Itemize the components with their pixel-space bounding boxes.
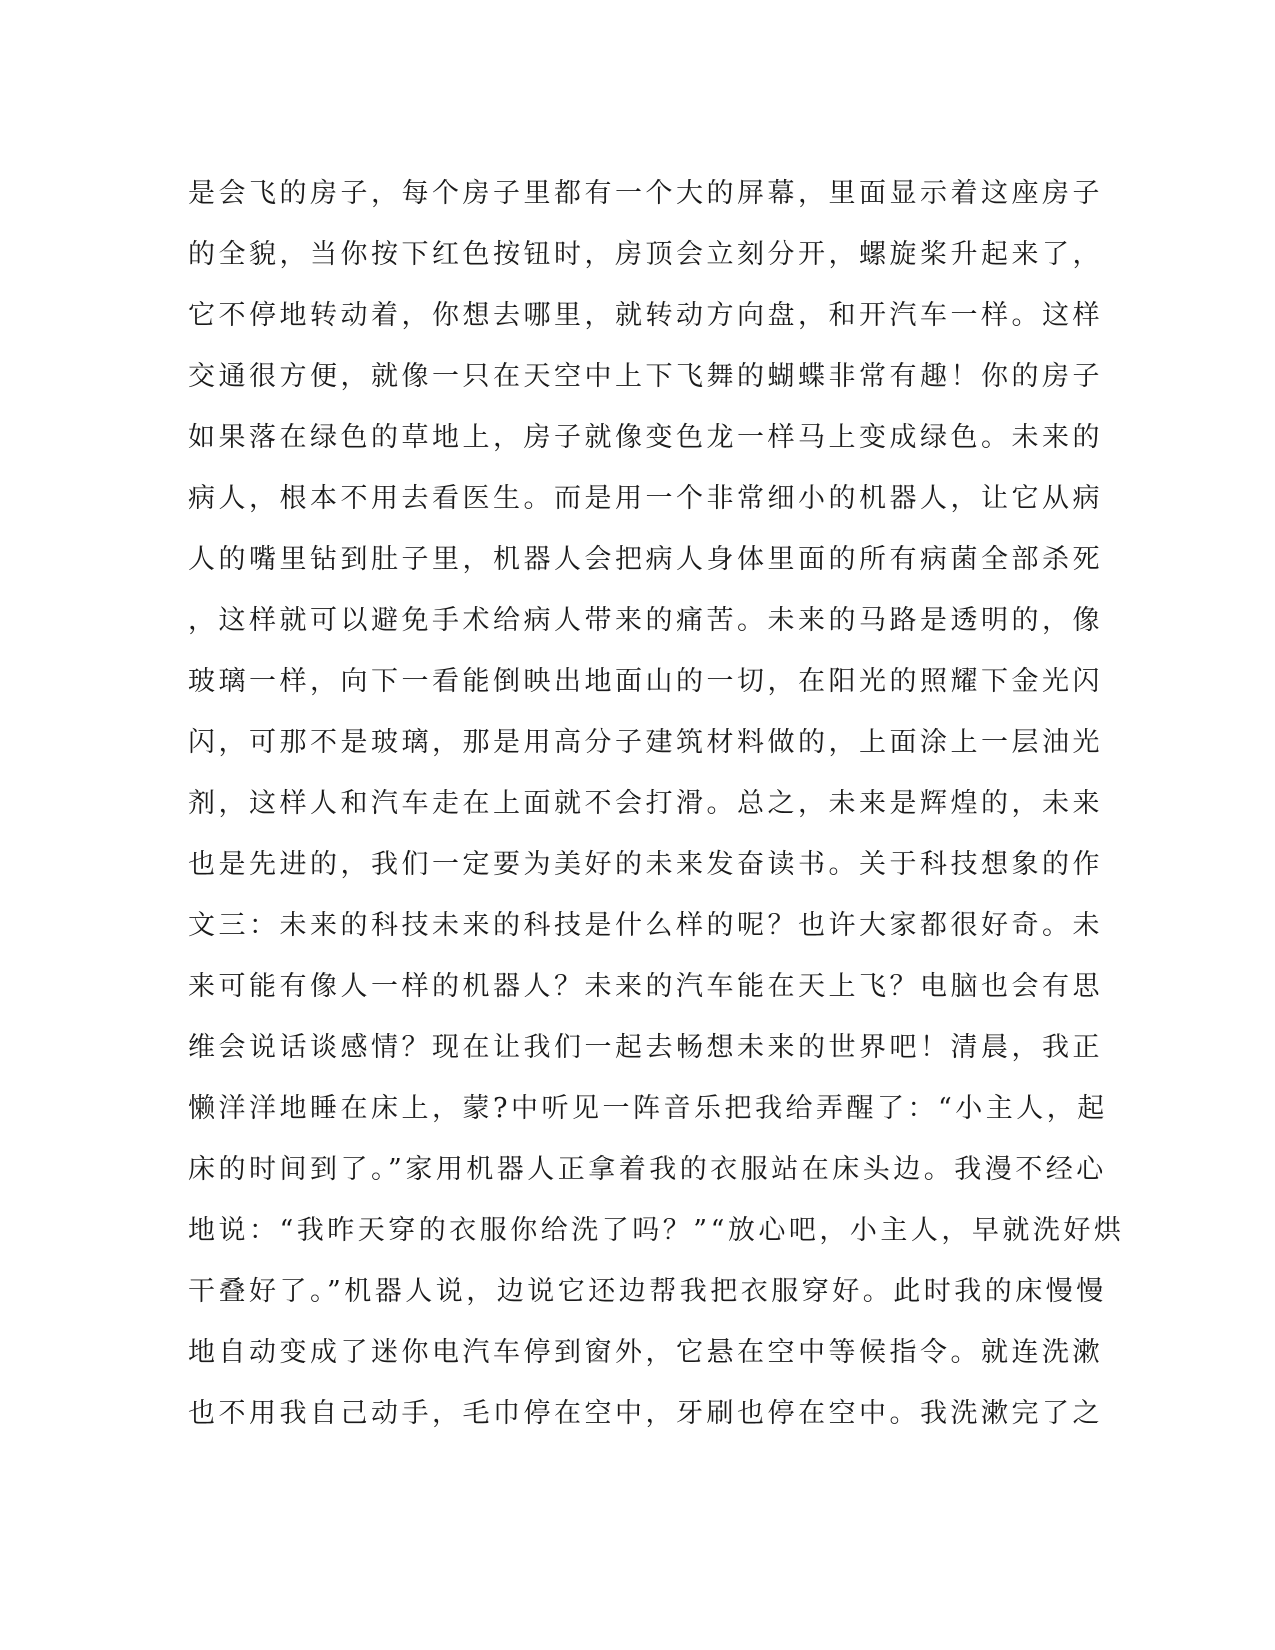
text-line: 懒洋洋地睡在床上，蒙?中听见一阵音乐把我给弄醒了：“小主人，起 <box>188 1093 1108 1124</box>
text-line: 地自动变成了迷你电汽车停到窗外，它悬在空中等候指令。就连洗漱 <box>188 1337 1103 1368</box>
text-line: 交通很方便，就像一只在天空中上下飞舞的蝴蝶非常有趣！你的房子 <box>188 361 1103 392</box>
text-line: 也不用我自己动手，毛巾停在空中，牙刷也停在空中。我洗漱完了之 <box>188 1398 1103 1429</box>
text-line: 地说：“我昨天穿的衣服你给洗了吗？”“放心吧，小主人，早就洗好烘 <box>188 1215 1125 1246</box>
text-line: 闪，可那不是玻璃，那是用高分子建筑材料做的，上面涂上一层油光 <box>188 727 1103 758</box>
text-line: ，这样就可以避免手术给病人带来的痛苦。未来的马路是透明的，像 <box>188 605 1103 636</box>
text-line: 干叠好了。”机器人说，边说它还边帮我把衣服穿好。此时我的床慢慢 <box>188 1276 1107 1307</box>
text-line: 也是先进的，我们一定要为美好的未来发奋读书。关于科技想象的作 <box>188 849 1103 880</box>
text-line: 玻璃一样，向下一看能倒映出地面山的一切，在阳光的照耀下金光闪 <box>188 666 1103 697</box>
text-line: 是会飞的房子，每个房子里都有一个大的屏幕，里面显示着这座房子 <box>188 178 1103 209</box>
text-line: 如果落在绿色的草地上，房子就像变色龙一样马上变成绿色。未来的 <box>188 422 1103 453</box>
text-line: 来可能有像人一样的机器人？未来的汽车能在天上飞？电脑也会有思 <box>188 971 1103 1002</box>
text-line: 床的时间到了。”家用机器人正拿着我的衣服站在床头边。我漫不经心 <box>188 1154 1107 1185</box>
text-line: 病人，根本不用去看医生。而是用一个非常细小的机器人，让它从病 <box>188 483 1103 514</box>
text-line: 维会说话谈感情？现在让我们一起去畅想未来的世界吧！清晨，我正 <box>188 1032 1103 1063</box>
text-line: 人的嘴里钻到肚子里，机器人会把病人身体里面的所有病菌全部杀死 <box>188 544 1103 575</box>
text-line: 的全貌，当你按下红色按钮时，房顶会立刻分开，螺旋桨升起来了， <box>188 239 1103 270</box>
text-line: 它不停地转动着，你想去哪里，就转动方向盘，和开汽车一样。这样 <box>188 300 1103 331</box>
text-line: 文三：未来的科技未来的科技是什么样的呢？也许大家都很好奇。未 <box>188 910 1103 941</box>
text-line: 剂，这样人和汽车走在上面就不会打滑。总之，未来是辉煌的，未来 <box>188 788 1103 819</box>
body-text <box>188 163 1125 1444</box>
